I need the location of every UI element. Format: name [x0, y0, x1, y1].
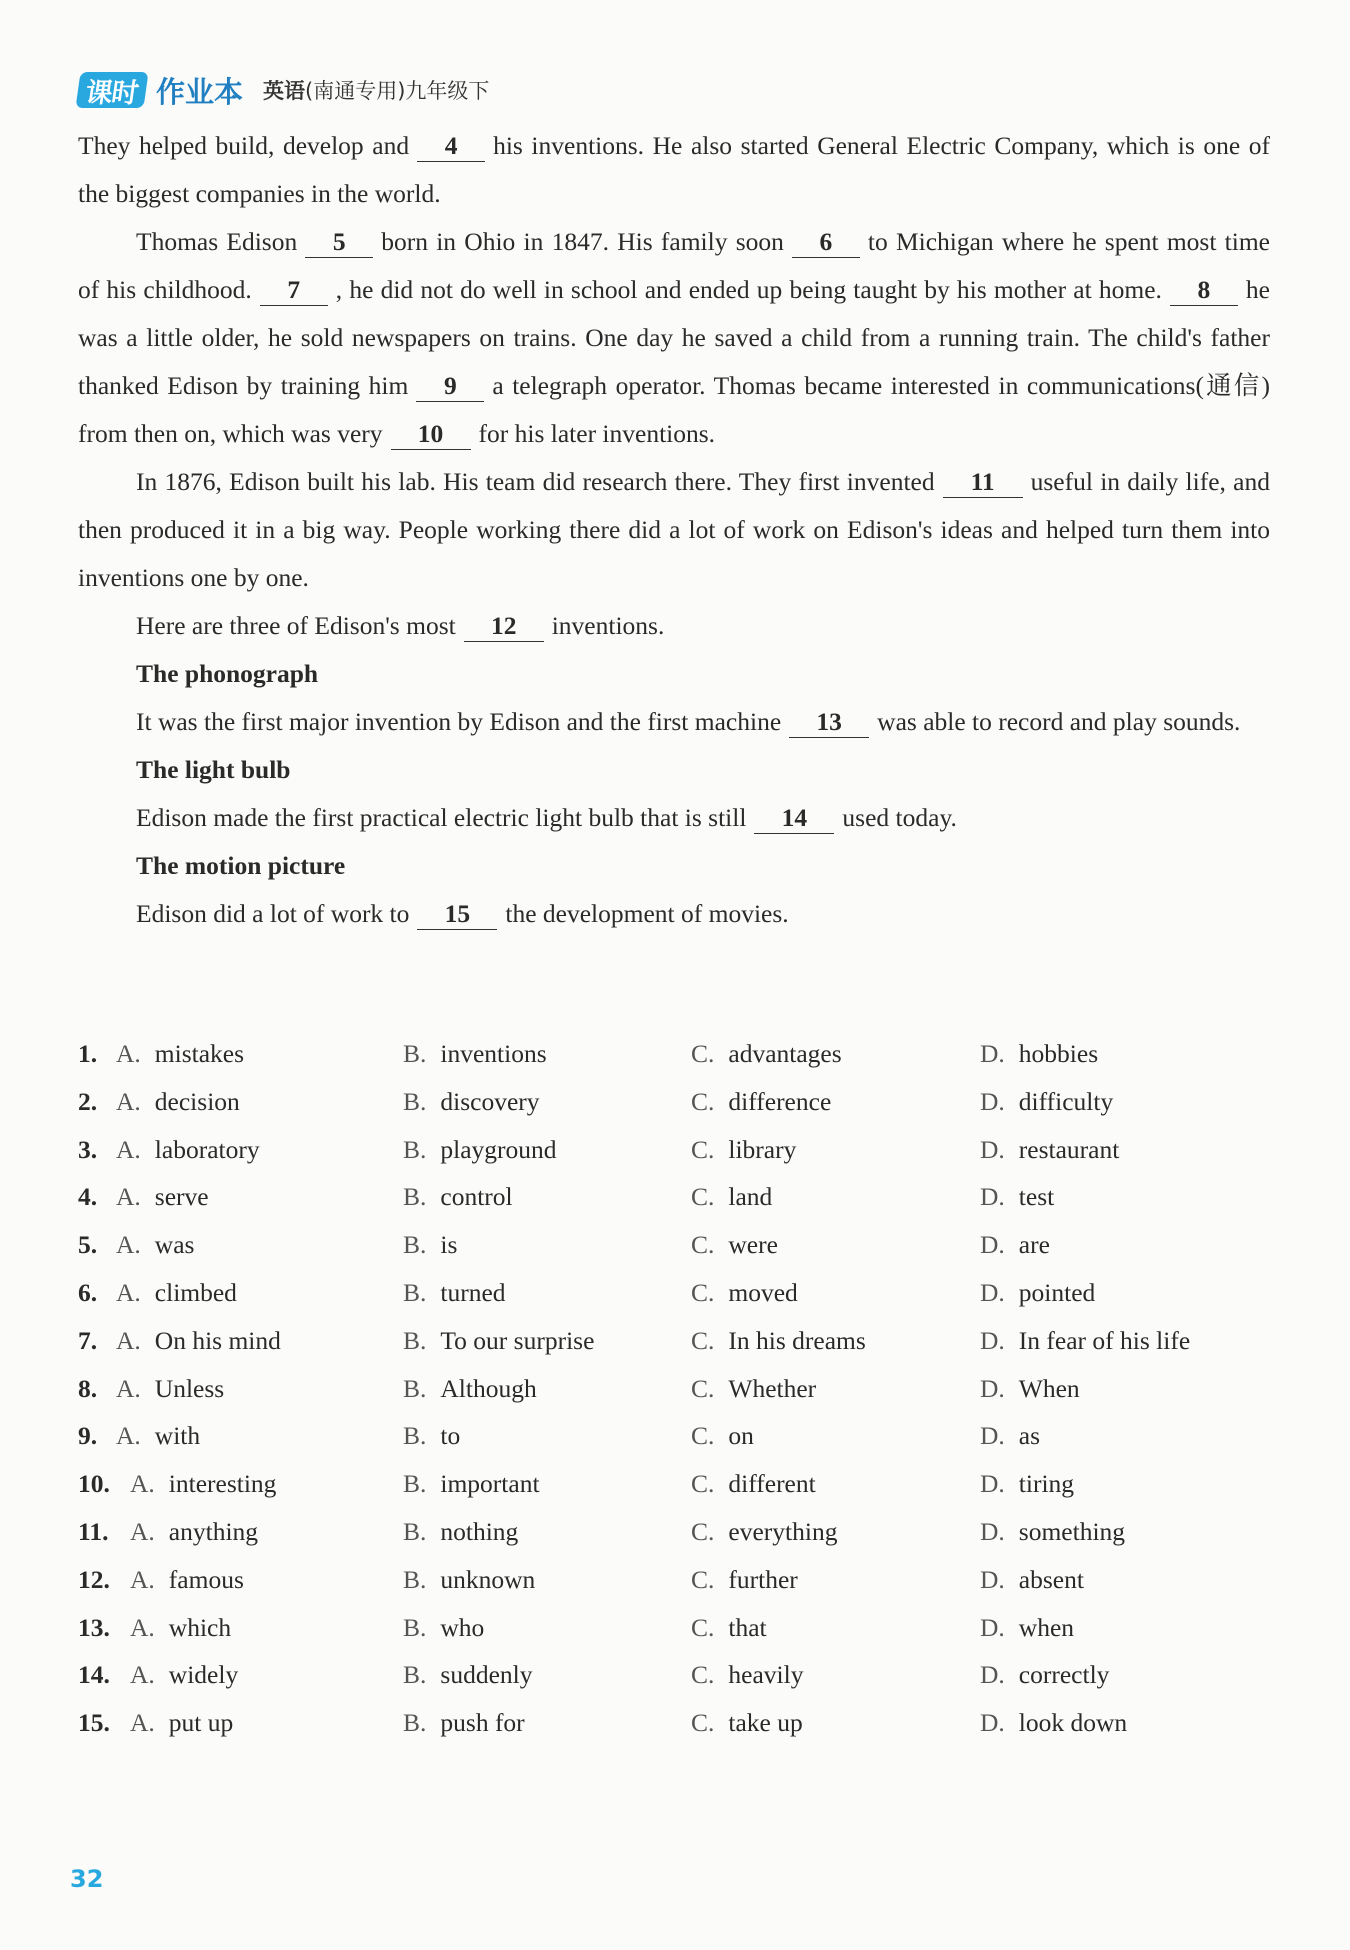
option-b: B. who	[403, 1612, 485, 1642]
option-a: A. interesting	[130, 1469, 277, 1499]
paragraph: In 1876, Edison built his lab. His team did research there. They first invented 11 useful in daily life, and then produced it in a big way. People working there did a lot of work on Edison's ideas and helped turn them into inventions one by one.	[78, 467, 1270, 592]
question-number: 11.	[78, 1516, 109, 1546]
blank-6: 6	[792, 227, 860, 258]
option-row	[78, 1651, 1270, 1699]
question-number: 15.	[78, 1708, 110, 1738]
option-a: A. with	[116, 1421, 201, 1451]
brand-name: 作业本	[156, 74, 244, 109]
question-number: 13.	[78, 1612, 110, 1642]
option-d: D. something	[980, 1516, 1126, 1546]
option-c: C. were	[691, 1230, 778, 1260]
question-number: 8.	[78, 1373, 98, 1403]
blank-11: 11	[943, 467, 1023, 498]
option-b: B. to	[403, 1421, 461, 1451]
option-d: D. tiring	[980, 1469, 1075, 1499]
option-d: D. difficulty	[980, 1086, 1114, 1116]
subject-title: 英语(南通专用)九年级下	[263, 79, 490, 103]
paragraph: Edison made the first practical electric light bulb that is still 14 used today.	[136, 803, 957, 832]
option-a: A. serve	[116, 1182, 209, 1212]
option-d: D. are	[980, 1230, 1050, 1260]
option-c: C. take up	[691, 1708, 803, 1738]
blank-15: 15	[417, 899, 497, 930]
option-row	[78, 1699, 1270, 1747]
option-c: C. In his dreams	[691, 1325, 866, 1355]
option-d: D. hobbies	[980, 1039, 1099, 1068]
question-number: 5.	[78, 1230, 98, 1260]
question-number: 9.	[78, 1421, 98, 1451]
page-header	[78, 70, 489, 110]
question-number: 12.	[78, 1564, 110, 1594]
option-c: C. heavily	[691, 1660, 804, 1690]
brand-logo: 课时	[75, 72, 148, 108]
option-a: A. anything	[130, 1516, 259, 1546]
option-a: A. Unless	[116, 1373, 225, 1403]
cloze-passage	[78, 122, 1270, 938]
blank-7: 7	[260, 275, 328, 306]
question-number: 1.	[78, 1039, 98, 1068]
blank-4: 4	[417, 131, 485, 162]
option-d: D. test	[980, 1182, 1055, 1212]
option-d: D. when	[980, 1612, 1075, 1642]
option-b: B. discovery	[403, 1086, 540, 1116]
option-d: D. as	[980, 1421, 1041, 1451]
option-a: A. famous	[130, 1564, 244, 1594]
option-d: D. restaurant	[980, 1134, 1120, 1164]
question-number: 3.	[78, 1134, 98, 1164]
blank-10: 10	[391, 419, 471, 450]
option-a: A. laboratory	[116, 1134, 260, 1164]
option-d: D. correctly	[980, 1660, 1110, 1690]
option-row	[78, 1078, 1270, 1126]
paragraph: Thomas Edison 5 born in Ohio in 1847. His family soon 6 to Michigan where he spent most time of his childhood. 7 , he did not do well in school and ended up being taught by his mother at home. 8 he was a little older, he sold newspapers on trains. One day he saved a child from a running train. The child's father thanked Edison by training him 9 a telegraph operator. Thomas became interested in communications(通信) from then on, which was very 10 for his later inventions.	[78, 227, 1270, 448]
paragraph: Edison did a lot of work to 15 the development of movies.	[136, 899, 789, 928]
page-number: 32	[70, 1865, 104, 1893]
option-b: B. playground	[403, 1134, 557, 1164]
option-a: A. mistakes	[116, 1039, 245, 1068]
answer-options	[78, 1030, 1270, 1747]
option-c: C. Whether	[691, 1373, 817, 1403]
option-b: B. push for	[403, 1708, 525, 1738]
option-row	[78, 1269, 1270, 1317]
option-b: B. To our surprise	[403, 1325, 595, 1355]
option-c: C. library	[691, 1134, 797, 1164]
blank-13: 13	[789, 707, 869, 738]
question-number: 4.	[78, 1182, 98, 1212]
option-b: B. turned	[403, 1277, 506, 1307]
option-c: C. advantages	[691, 1039, 842, 1068]
option-c: C. everything	[691, 1516, 838, 1546]
option-b: B. inventions	[403, 1039, 547, 1068]
option-row	[78, 1317, 1270, 1365]
subheading-light-bulb: The light bulb	[136, 755, 291, 784]
option-c: C. moved	[691, 1277, 798, 1307]
option-row	[78, 1412, 1270, 1460]
blank-5: 5	[305, 227, 373, 258]
option-a: A. On his mind	[116, 1325, 281, 1355]
paragraph: They helped build, develop and 4 his inventions. He also started General Electric Company, which is one of the biggest companies in the world.	[78, 131, 1270, 208]
question-number: 10.	[78, 1469, 110, 1499]
question-number: 2.	[78, 1086, 98, 1116]
paragraph: Here are three of Edison's most 12 inventions.	[136, 611, 665, 640]
option-a: A. which	[130, 1612, 232, 1642]
blank-8: 8	[1170, 275, 1238, 306]
option-row	[78, 1126, 1270, 1174]
option-d: D. absent	[980, 1564, 1084, 1594]
option-a: A. decision	[116, 1086, 240, 1116]
option-d: D. In fear of his life	[980, 1325, 1191, 1355]
option-row	[78, 1173, 1270, 1221]
option-b: B. nothing	[403, 1516, 519, 1546]
option-c: C. land	[691, 1182, 773, 1212]
option-b: B. is	[403, 1230, 458, 1260]
question-number: 6.	[78, 1277, 98, 1307]
question-number: 14.	[78, 1660, 110, 1690]
option-row	[78, 1556, 1270, 1604]
option-d: D. When	[980, 1373, 1080, 1403]
option-c: C. further	[691, 1564, 798, 1594]
blank-14: 14	[754, 803, 834, 834]
paragraph: It was the first major invention by Edison and the first machine 13 was able to record and play sounds.	[136, 707, 1241, 736]
option-c: C. different	[691, 1469, 816, 1499]
option-row	[78, 1508, 1270, 1556]
option-c: C. difference	[691, 1086, 832, 1116]
option-c: C. on	[691, 1421, 754, 1451]
question-number: 7.	[78, 1325, 98, 1355]
option-row	[78, 1604, 1270, 1652]
option-row	[78, 1365, 1270, 1413]
option-a: A. put up	[130, 1708, 234, 1738]
option-a: A. widely	[130, 1660, 239, 1690]
option-b: B. suddenly	[403, 1660, 533, 1690]
blank-12: 12	[464, 611, 544, 642]
option-a: A. climbed	[116, 1277, 237, 1307]
subheading-motion-picture: The motion picture	[136, 851, 346, 880]
option-c: C. that	[691, 1612, 767, 1642]
option-d: D. look down	[980, 1708, 1128, 1738]
blank-9: 9	[416, 371, 484, 402]
option-b: B. Although	[403, 1373, 537, 1403]
option-b: B. control	[403, 1182, 513, 1212]
option-d: D. pointed	[980, 1277, 1096, 1307]
option-row	[78, 1460, 1270, 1508]
option-b: B. important	[403, 1469, 540, 1499]
option-row	[78, 1221, 1270, 1269]
option-row	[78, 1030, 1270, 1078]
option-b: B. unknown	[403, 1564, 536, 1594]
option-a: A. was	[116, 1230, 195, 1260]
subheading-phonograph: The phonograph	[136, 659, 319, 688]
